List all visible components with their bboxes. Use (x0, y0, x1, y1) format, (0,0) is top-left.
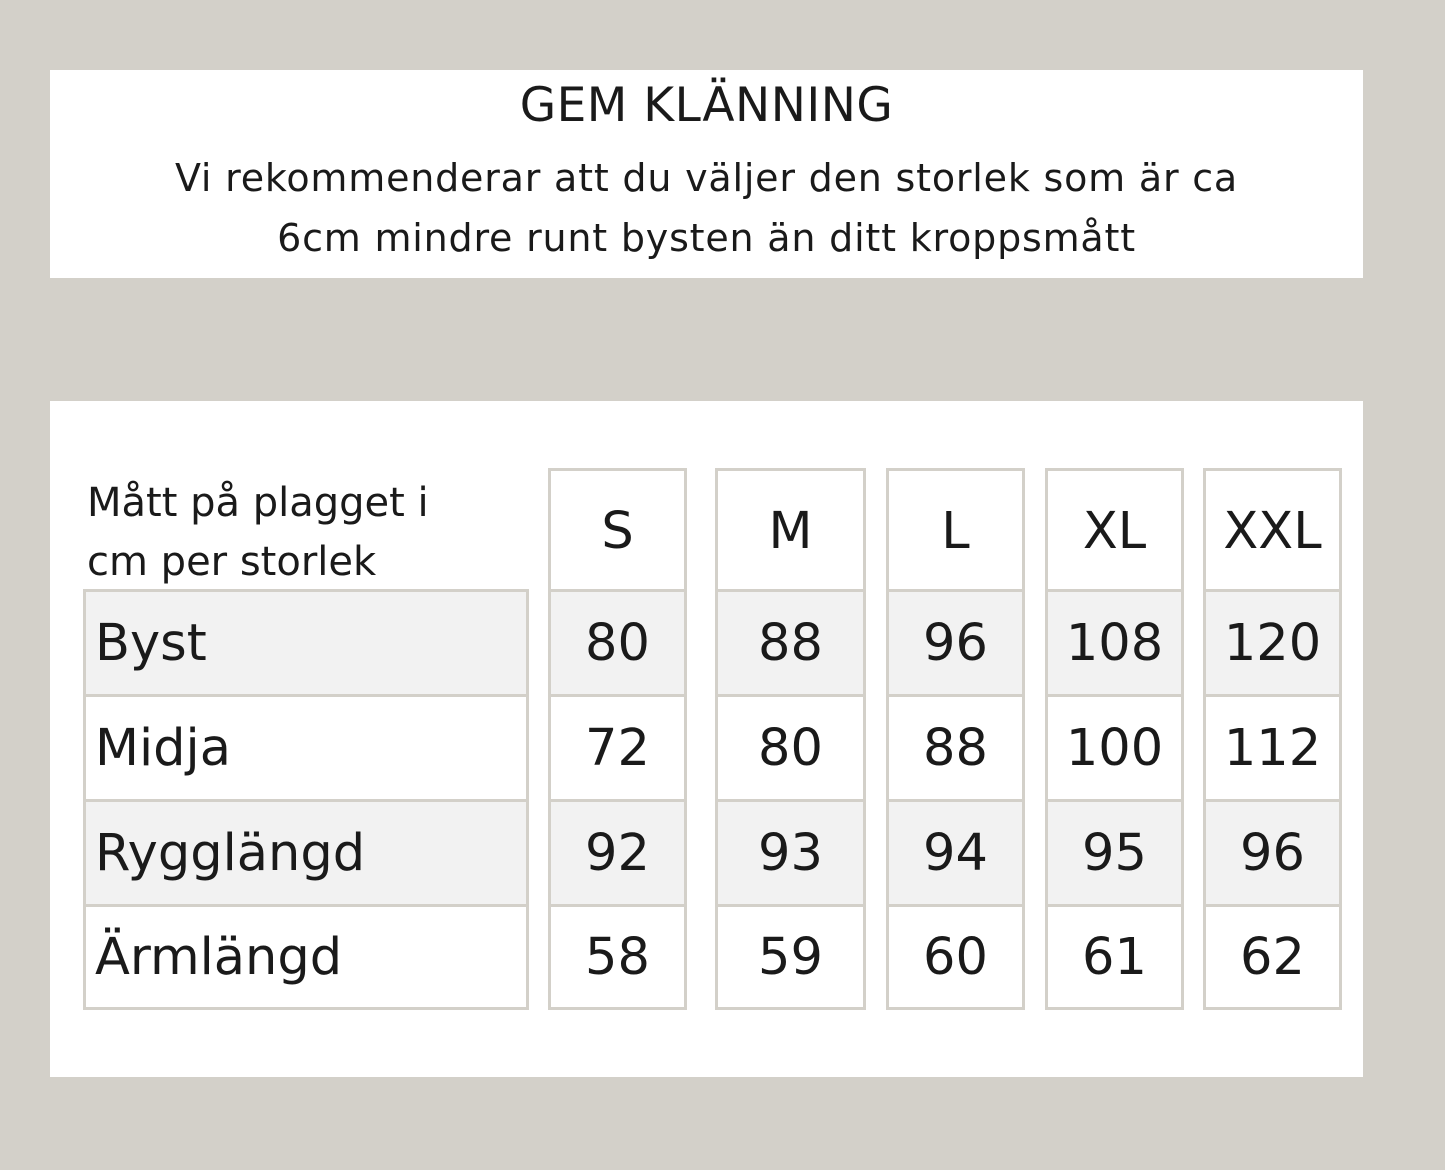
size-header-l: L (886, 468, 1025, 592)
cell-byst-xxl: 120 (1203, 589, 1342, 697)
cell-rygglangd-xxl: 96 (1203, 799, 1342, 907)
size-header-xl: XL (1045, 468, 1184, 592)
size-header-xxl: XXL (1203, 468, 1342, 592)
cell-byst-s: 80 (548, 589, 687, 697)
cell-midja-m: 80 (715, 694, 866, 802)
cell-armlangd-xl: 61 (1045, 904, 1184, 1010)
size-recommendation-line-2: 6cm mindre runt bysten än ditt kroppsmått (277, 216, 1136, 260)
cell-midja-xl: 100 (1045, 694, 1184, 802)
cell-midja-l: 88 (886, 694, 1025, 802)
cell-byst-xl: 108 (1045, 589, 1184, 697)
page-title: GEM KLÄNNING (519, 78, 894, 133)
cell-armlangd-s: 58 (548, 904, 687, 1010)
cell-byst-l: 96 (886, 589, 1025, 697)
cell-rygglangd-s: 92 (548, 799, 687, 907)
size-header-s: S (548, 468, 687, 592)
row-label-armlangd: Ärmlängd (83, 904, 529, 1010)
cell-midja-xxl: 112 (1203, 694, 1342, 802)
cell-rygglangd-xl: 95 (1045, 799, 1184, 907)
cell-midja-s: 72 (548, 694, 687, 802)
row-label-rygglangd: Rygglängd (83, 799, 529, 907)
size-recommendation-line-1: Vi rekommenderar att du väljer den storlek som är ca (174, 156, 1239, 200)
table-caption (87, 474, 517, 592)
cell-rygglangd-m: 93 (715, 799, 866, 907)
size-chart-card (50, 401, 1363, 1077)
table-caption-line-2: cm per storlek (87, 539, 377, 585)
cell-byst-m: 88 (715, 589, 866, 697)
row-label-byst: Byst (83, 589, 529, 697)
cell-rygglangd-l: 94 (886, 799, 1025, 907)
table-caption-line-1: Mått på plagget i (87, 480, 429, 526)
cell-armlangd-xxl: 62 (1203, 904, 1342, 1010)
cell-armlangd-m: 59 (715, 904, 866, 1010)
size-recommendation (50, 148, 1363, 268)
row-label-midja: Midja (83, 694, 529, 802)
header-card (50, 70, 1363, 278)
cell-armlangd-l: 60 (886, 904, 1025, 1010)
size-header-m: M (715, 468, 866, 592)
